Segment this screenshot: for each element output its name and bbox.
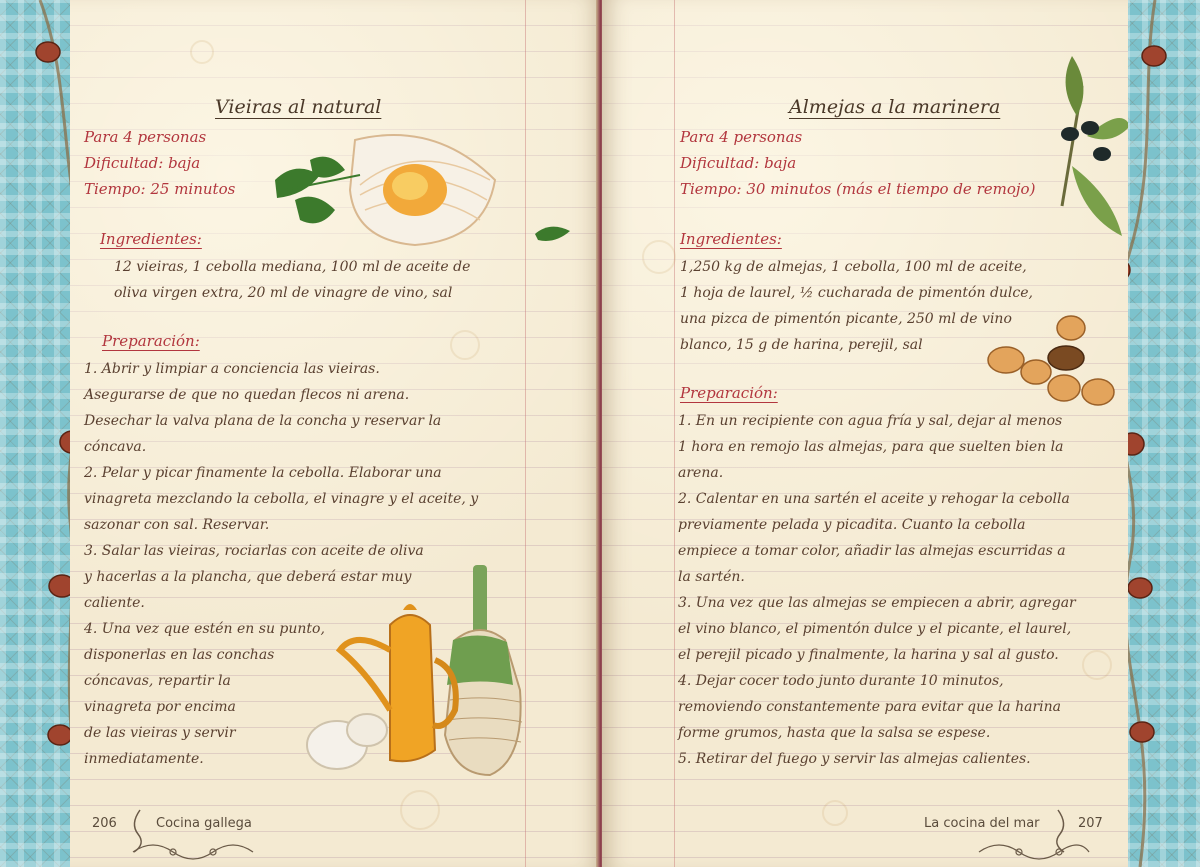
parsley-sprig-icon xyxy=(530,216,580,246)
preparation-line: 4. Una vez que estén en su punto, xyxy=(84,621,325,637)
preparation-line: empiece a tomar color, añadir las almejas escurridas a xyxy=(678,543,1066,559)
recipe-meta xyxy=(84,124,235,202)
preparation-line: 1. En un recipiente con agua fría y sal, dejar al menos xyxy=(678,413,1063,429)
preparation-line: arena. xyxy=(678,465,724,481)
preparation-line: inmediatamente. xyxy=(84,751,204,767)
preparation-line: la sartén. xyxy=(678,569,745,585)
ingredients-list xyxy=(680,254,1033,358)
clams-illustration xyxy=(986,310,1126,410)
difficulty-text: Dificultad: baja xyxy=(680,154,797,172)
preparation-line: disponerlas en las conchas xyxy=(84,647,275,663)
recipe-title: Almejas a la marinera xyxy=(789,96,1001,118)
paper-stain xyxy=(400,790,440,830)
preparation-heading: Preparación: xyxy=(680,384,778,402)
preparation-line: cóncavas, repartir la xyxy=(84,673,231,689)
paper-stain xyxy=(190,40,214,64)
page-margin-line xyxy=(674,0,675,867)
scallop-illustration xyxy=(265,120,505,255)
olive-branch-illustration xyxy=(1042,46,1128,256)
preparation-line: forme grumos, hasta que la salsa se espese. xyxy=(678,725,991,741)
preparation-line: 1. Abrir y limpiar a conciencia las vieiras. xyxy=(84,361,380,377)
left-page xyxy=(70,0,602,867)
preparation-line: de las vieiras y servir xyxy=(84,725,236,741)
preparation-line: Desechar la valva plana de la concha y reservar la xyxy=(84,413,442,429)
preparation-line: sazonar con sal. Reservar. xyxy=(84,517,270,533)
ingredients-line: una pizca de pimentón picante, 250 ml de vino xyxy=(680,311,1012,327)
servings-text: Para 4 personas xyxy=(680,128,803,146)
preparation-line: vinagreta mezclando la cebolla, el vinagre y el aceite, y xyxy=(84,491,479,507)
recipe-meta xyxy=(680,124,1035,202)
footer-label: Cocina gallega xyxy=(156,816,252,831)
servings-text: Para 4 personas xyxy=(84,128,207,146)
preparation-line: removiendo constantemente para evitar que la harina xyxy=(678,699,1061,715)
page-number: 207 xyxy=(1078,816,1103,831)
paper-stain xyxy=(642,240,676,274)
right-page xyxy=(602,0,1128,867)
ingredients-line: oliva virgen extra, 20 ml de vinagre de vino, sal xyxy=(114,285,453,301)
difficulty-text: Dificultad: baja xyxy=(84,154,201,172)
preparation-heading: Preparación: xyxy=(102,332,200,350)
preparation-line: previamente pelada y picadita. Cuanto la cebolla xyxy=(678,517,1026,533)
flourish-ornament-icon xyxy=(128,838,268,864)
preparation-line: 2. Calentar en una sartén el aceite y rehogar la cebolla xyxy=(678,491,1070,507)
preparation-line: 4. Dejar cocer todo junto durante 10 minutos, xyxy=(678,673,1004,689)
preparation-line: el perejil picado y finalmente, la harina y sal al gusto. xyxy=(678,647,1059,663)
preparation-line: 5. Retirar del fuego y servir las almejas calientes. xyxy=(678,751,1031,767)
paper-stain xyxy=(1082,650,1112,680)
footer-label: La cocina del mar xyxy=(924,816,1040,831)
jug-and-bottle-illustration xyxy=(295,560,535,790)
preparation-line: 3. Salar las vieiras, rociarlas con aceite de oliva xyxy=(84,543,424,559)
preparation-line: 2. Pelar y picar finamente la cebolla. Elaborar una xyxy=(84,465,442,481)
preparation-line: vinagreta por encima xyxy=(84,699,236,715)
ingredients-heading: Ingredientes: xyxy=(100,230,202,248)
ingredients-list xyxy=(114,254,470,306)
flourish-ornament-icon xyxy=(974,838,1094,864)
ingredients-line: 1 hoja de laurel, ½ cucharada de pimentón dulce, xyxy=(680,285,1033,301)
paper-stain xyxy=(822,800,848,826)
recipe-title: Vieiras al natural xyxy=(215,96,382,118)
ingredients-line: 1,250 kg de almejas, 1 cebolla, 100 ml de aceite, xyxy=(680,259,1027,275)
preparation-line: Asegurarse de que no quedan flecos ni arena. xyxy=(84,387,410,403)
ingredients-heading: Ingredientes: xyxy=(680,230,782,248)
preparation-line: caliente. xyxy=(84,595,145,611)
preparation-line: cóncava. xyxy=(84,439,147,455)
preparation-line: 1 hora en remojo las almejas, para que suelten bien la xyxy=(678,439,1064,455)
preparation-line: y hacerlas a la plancha, que deberá estar muy xyxy=(84,569,412,585)
preparation-steps xyxy=(678,408,1076,772)
ingredients-line: blanco, 15 g de harina, perejil, sal xyxy=(680,337,923,353)
preparation-line: el vino blanco, el pimentón dulce y el picante, el laurel, xyxy=(678,621,1072,637)
preparation-line: 3. Una vez que las almejas se empiecen a abrir, agregar xyxy=(678,595,1076,611)
ingredients-line: 12 vieiras, 1 cebolla mediana, 100 ml de aceite de xyxy=(114,259,471,275)
time-text: Tiempo: 30 minutos (más el tiempo de remojo) xyxy=(680,180,1036,198)
time-text: Tiempo: 25 minutos xyxy=(84,180,236,198)
page-number: 206 xyxy=(92,816,117,831)
